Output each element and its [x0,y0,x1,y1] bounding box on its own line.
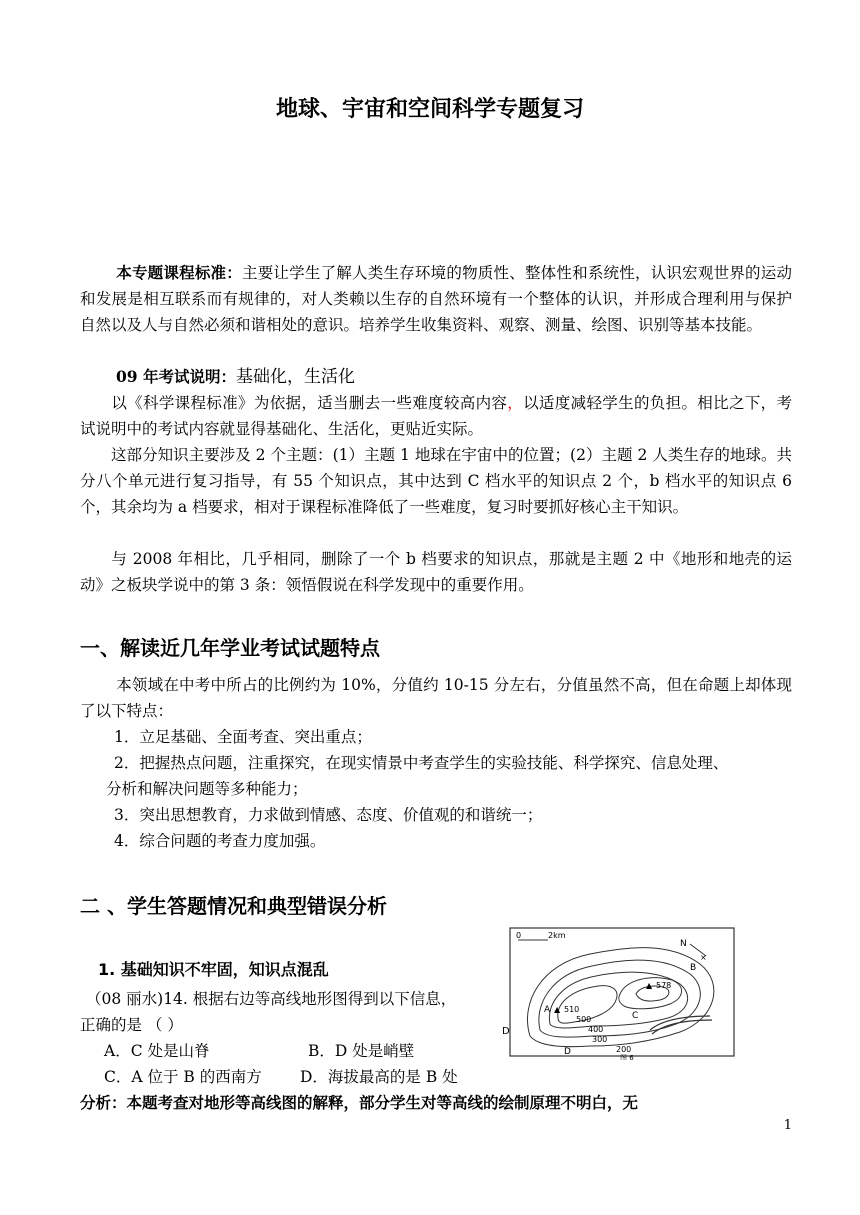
exam-p1-part2: 以适度减轻学生的负担。相比之下，考试说明中的考试内容就显得基础化、生活化，更贴近实际。 [80,394,792,438]
peak-a-value: 510 [564,1005,580,1014]
contour-label: 400 [588,1025,604,1034]
exam-text: 基础化，生活化 [235,367,355,387]
list-item: 3．突出思想教育，力求做到情感、态度、价值观的和谐统一； [114,806,543,824]
exam-paragraph-3 [80,546,792,598]
option-d: D．海拔最高的是 B 处 [300,1068,458,1086]
exam-paragraph [80,364,792,390]
list-item: 分析和解决问题等多种能力； [106,780,308,798]
label-d: D [564,1047,571,1057]
list-item: 4．综合问题的考查力度加强。 [114,832,326,850]
list-item: 1．立足基础、全面考查、突出重点； [114,728,372,746]
svg-text:×: × [700,953,707,962]
exam-label: 09 年考试说明： [116,367,236,386]
contour-label: 500 [576,1015,592,1024]
exam-p3-text: 与 2008 年相比，几乎相同，删除了一个 b 档要求的知识点，那就是主题 2 中《地形和地壳的运动》之板块学说中的第 3 条：领悟假说在科学发现中的重要作用。 [80,550,792,594]
exam-paragraph-1 [80,390,792,442]
label-b: B [690,963,697,973]
peak-a-triangle: ▲ [554,1005,561,1014]
section2-heading: 二 、学生答题情况和典型错误分析 [80,894,387,918]
page-number: 1 [783,1118,792,1133]
contour-label: 300 [592,1035,608,1044]
section1-heading: 一、解读近几年学业考试试题特点 [80,636,380,660]
label-a: A [544,1005,551,1015]
standard-label: 本专题课程标准： [116,263,242,282]
page-title: 地球、宇宙和空间科学专题复习 [275,97,584,122]
map-scale-zero: 0 [516,931,522,940]
exam-paragraph-2 [80,442,792,520]
label-d-outer: D [502,1026,510,1037]
peak-b-triangle: ▲ [646,981,653,990]
option-c: C．A 位于 B 的西南方 [104,1068,262,1086]
contour-label: 200 [616,1045,632,1054]
label-c: C [632,1011,639,1021]
option-b: B．D 处是峭壁 [308,1042,415,1060]
section2-subheading: 1. 基础知识不牢固，知识点混乱 [98,960,329,979]
question-line-2: 正确的是 （ ） [80,1016,183,1034]
exam-p1-comma: ， [507,394,524,412]
section1-intro [80,672,792,724]
analysis-line: 分析：本题考查对地形等高线图的解释，部分学生对等高线的绘制原理不明白，无 [80,1094,639,1112]
figure-caption: 图 6 [620,1054,634,1060]
standard-paragraph [80,260,792,338]
exam-p1-part1: 以《科学课程标准》为依据，适当删去一些难度较高内容 [111,394,508,412]
standard-text: 主要让学生了解人类生存环境的物质性、整体性和系统性，认识宏观世界的运动和发展是相互联系而有规律的，对人类赖以生存的自然环境有一个整体的认识，并形成合理利用与保护自然以及人与自然必须和谐相处的意识。培养学生收集资料、观察、测量、绘图、识别等基本技能。 [80,264,792,334]
contour-map [500,924,740,1060]
peak-b-value: 578 [656,981,672,990]
option-a: A．C 处是山脊 [104,1042,210,1060]
map-scale-label: 2km [548,931,566,940]
north-label: N [680,939,687,949]
question-line-1: （08 丽水)14. 根据右边等高线地形图得到以下信息， [86,990,457,1008]
exam-p2-text: 这部分知识主要涉及 2 个主题：(1）主题 1 地球在宇宙中的位置；(2）主题 2 人类生存的地球。共分八个单元进行复习指导，有 55 个知识点，其中达到 C 档水平的知识点 2 个，b 档水平的知识点 6 个，其余均为 a 档要求，相对于课程标准降低了一些难度，复习时要抓好核心主干知识。 [80,446,792,516]
section1-intro-text: 本领域在中考中所占的比例约为 10%，分值约 10-15 分左右，分值虽然不高，但在命题上却体现了以下特点： [80,676,792,720]
list-item: 2．把握热点问题，注重探究，在现实情景中考查学生的实验技能、科学探究、信息处理、 [114,754,729,772]
